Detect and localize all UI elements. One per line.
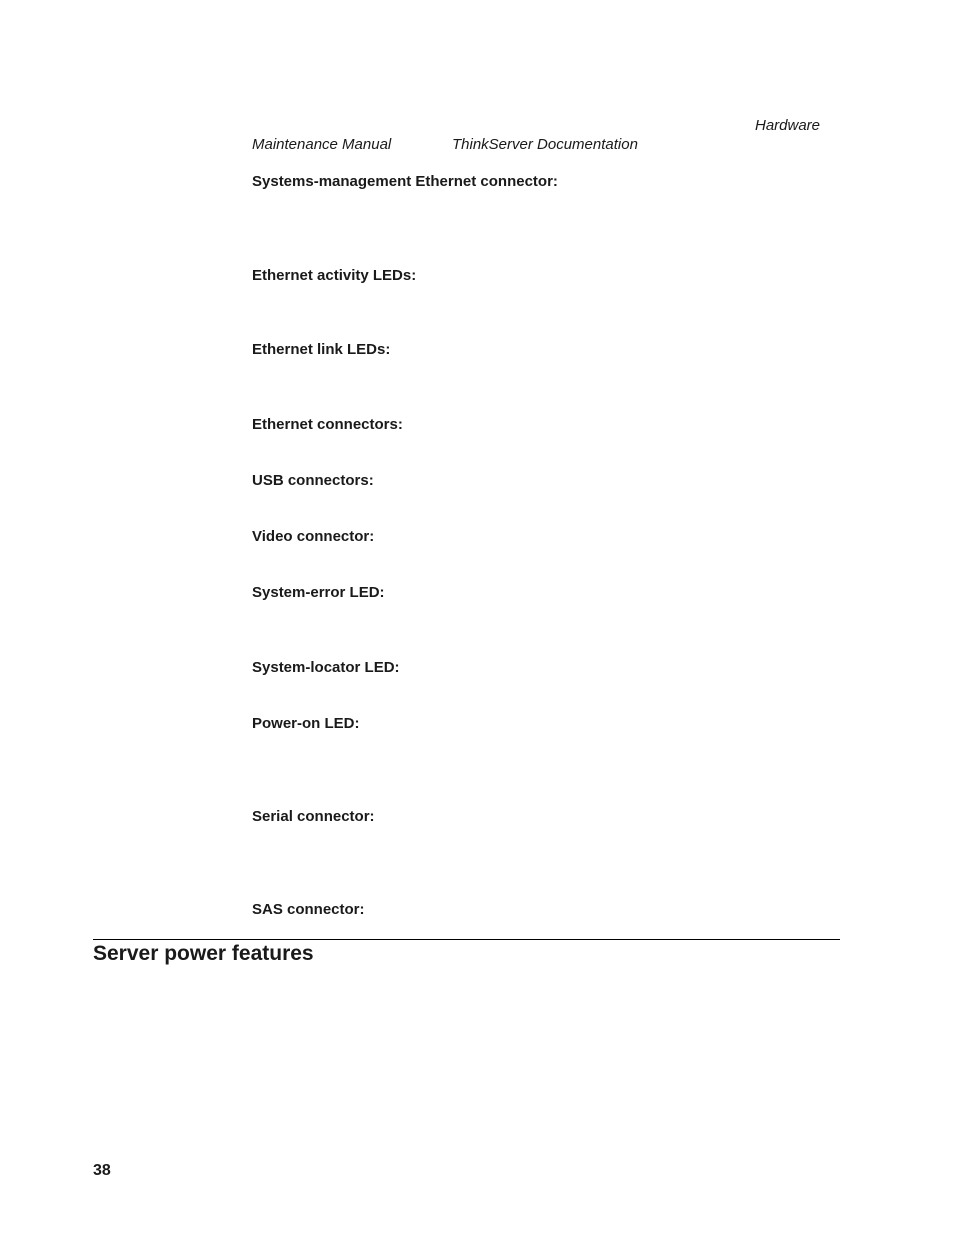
- term-ethernet-link-leds: Ethernet link LEDs:: [252, 341, 391, 358]
- thinkserver-documentation-reference: ThinkServer Documentation: [452, 136, 638, 153]
- term-systems-management-ethernet-connector: Systems-management Ethernet connector:: [252, 173, 558, 190]
- hardware-reference: Hardware: [755, 117, 821, 134]
- term-power-on-led: Power-on LED:: [252, 715, 360, 732]
- section-heading: Server power features: [93, 942, 314, 965]
- section-divider: [93, 939, 840, 940]
- term-system-error-led: System-error LED:: [252, 584, 385, 601]
- term-ethernet-activity-leds: Ethernet activity LEDs:: [252, 267, 417, 284]
- term-sas-connector: SAS connector:: [252, 901, 365, 918]
- page-number: 38: [93, 1162, 111, 1179]
- maintenance-manual-reference: Maintenance Manual: [252, 136, 392, 153]
- term-usb-connectors: USB connectors:: [252, 472, 374, 489]
- term-system-locator-led: System-locator LED:: [252, 659, 400, 676]
- term-ethernet-connectors: Ethernet connectors:: [252, 416, 403, 433]
- term-serial-connector: Serial connector:: [252, 808, 375, 825]
- term-video-connector: Video connector:: [252, 528, 375, 545]
